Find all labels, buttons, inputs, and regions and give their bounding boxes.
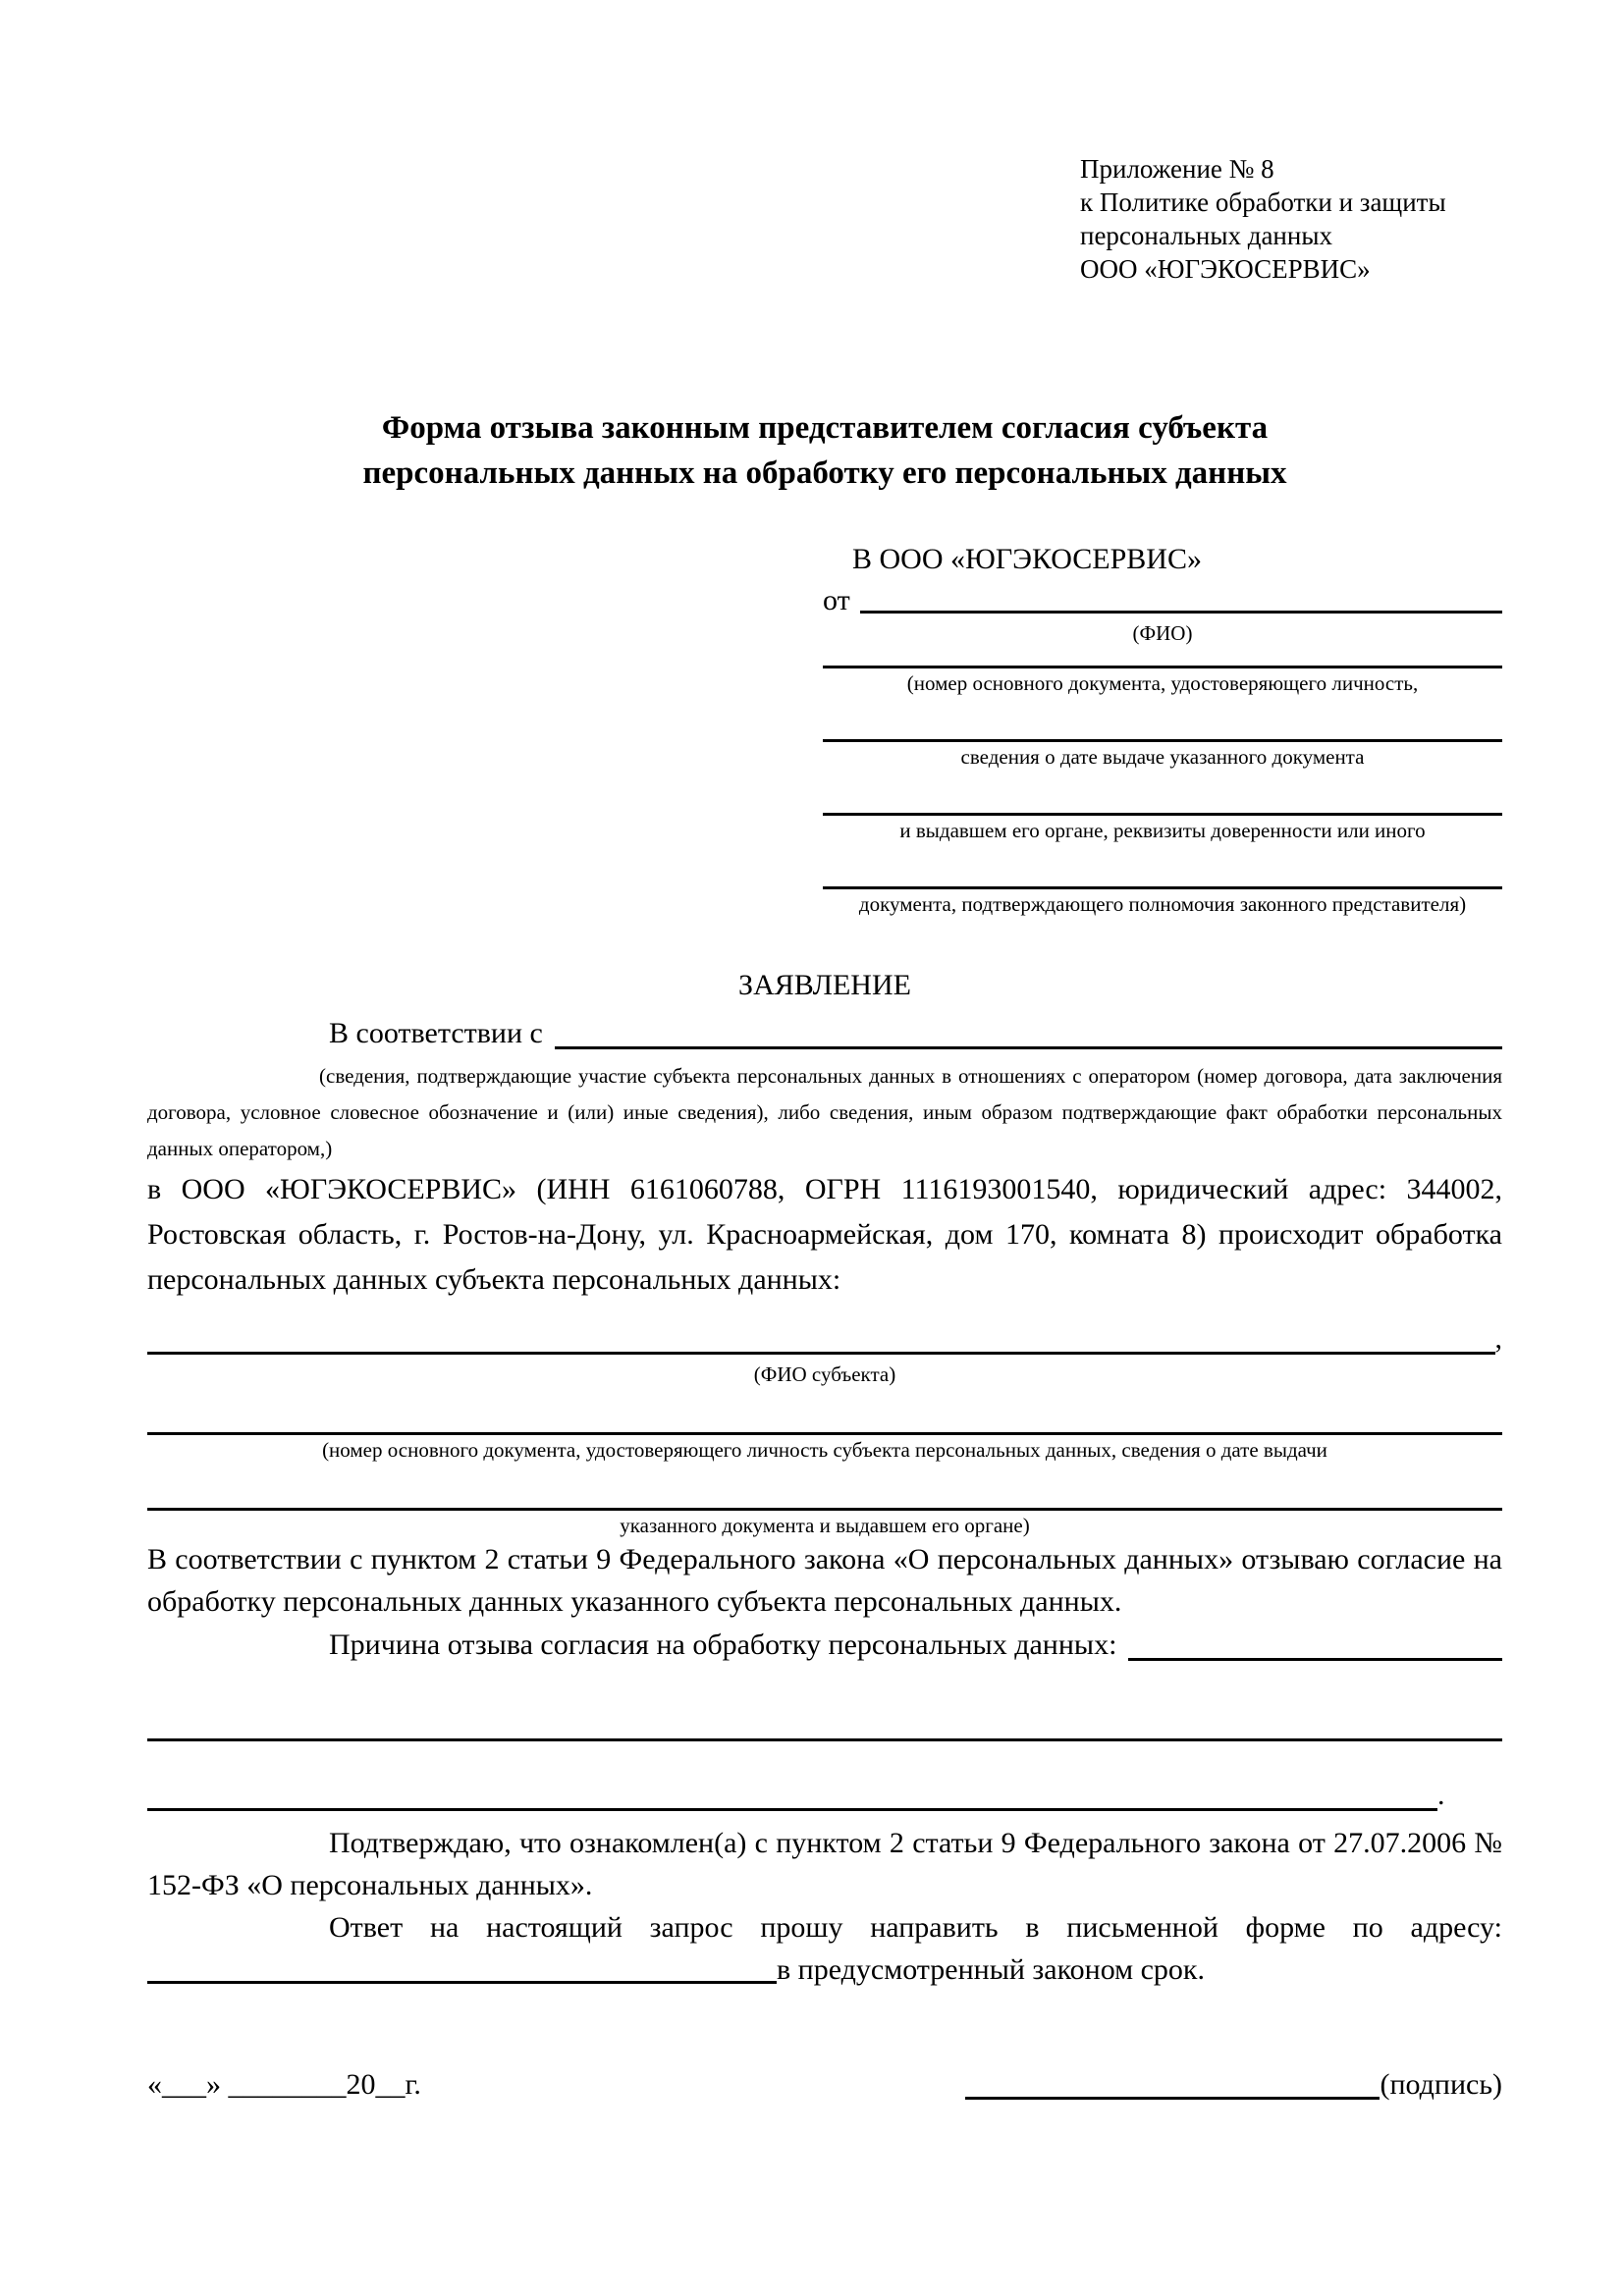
- representative-document-caption-3: и выдавшем его органе, реквизиты доверенности или иного: [899, 819, 1426, 842]
- reason-blank-line-3: [147, 1808, 1437, 1811]
- intro-row: [147, 1011, 1502, 1056]
- from-label: от: [823, 584, 850, 616]
- addressee-block: [823, 541, 1502, 917]
- representative-fio-blank-line: [860, 611, 1502, 614]
- subject-fio-caption: (ФИО субъекта): [753, 1362, 896, 1386]
- reason-period: .: [1437, 1779, 1445, 1811]
- reason-blank-line-2: [147, 1738, 1502, 1741]
- subject-fio-row: [147, 1316, 1502, 1362]
- date-signature-row: [147, 2063, 1502, 2107]
- document-title-line1: Форма отзыва законным представителем согласия субъекта: [381, 410, 1269, 446]
- reply-suffix: в предусмотренный законом срок.: [777, 1953, 1205, 1986]
- reply-address-blank-line: [147, 1981, 777, 1984]
- from-row: [823, 581, 1502, 620]
- header-line-appendix-number: Приложение № 8: [1080, 154, 1274, 184]
- subject-document-blank-line-2: [147, 1508, 1502, 1511]
- operator-paragraph: в ООО «ЮГЭКОСЕРВИС» (ИНН 6161060788, ОГРН 1116193001540, юридический адрес: 344002, Ростовская область, г. Ростов-на-Дону, ул. Красноармейская, дом 170, комната 8) происходит обработка персональных данных субъекта персональных данных:: [147, 1173, 1502, 1296]
- appendix-header: [1080, 152, 1502, 286]
- representative-document-caption-4: документа, подтверждающего полномочия законного представителя): [858, 892, 1467, 916]
- reason-blank-line-1: [1128, 1658, 1502, 1661]
- date-blank-line: «___» ________20__г.: [147, 2068, 421, 2101]
- intro-prefix: В соответствии с: [329, 1017, 543, 1049]
- grounds-blank-line: [555, 1046, 1502, 1049]
- reason-blank-row-3: [147, 1773, 1502, 1818]
- header-line-personal-data: персональных данных: [1080, 221, 1332, 250]
- addressee-organization: В ООО «ЮГЭКОСЕРВИС»: [852, 543, 1202, 575]
- fio-caption: (ФИО): [1132, 621, 1193, 645]
- subject-fio-blank-line: [147, 1352, 1495, 1355]
- signature-group: [965, 2063, 1502, 2107]
- reason-row: [147, 1623, 1502, 1668]
- reply-address-row: [147, 1949, 1502, 1991]
- subject-document-blank-line-1: [147, 1432, 1502, 1435]
- subject-line-comma: ,: [1494, 1322, 1502, 1355]
- representative-document-blank-line-2: [823, 739, 1502, 742]
- document-title-line2: персональных данных на обработку его персональных данных: [362, 455, 1287, 491]
- subject-document-caption-1: (номер основного документа, удостоверяющего личность субъекта персональных данных, сведения о дате выдачи: [322, 1438, 1327, 1462]
- reply-request-line: Ответ на настоящий запрос прошу направить в письменной форме по адресу:: [329, 1911, 1502, 1944]
- reason-prefix: Причина отзыва согласия на обработку персональных данных:: [329, 1629, 1117, 1661]
- representative-document-blank-line-3: [823, 813, 1502, 816]
- header-line-policy: к Политике обработки и защиты: [1080, 187, 1446, 217]
- representative-document-caption-2: сведения о дате выдаче указанного документа: [960, 745, 1365, 769]
- representative-document-caption-1: (номер основного документа, удостоверяющего личность,: [906, 671, 1419, 695]
- grounds-fine-print-caption: (сведения, подтверждающие участие субъекта персональных данных в отношениях с оператором (номер договора, дата заключения договора, условное словесное обозначение и (или) иные сведения), либо сведения, иным образом подтверждающие факт обработки персональных данных оператором,): [147, 1064, 1502, 1160]
- representative-document-blank-line-1: [823, 666, 1502, 668]
- representative-document-blank-line-4: [823, 886, 1502, 889]
- signature-blank-line: [965, 2097, 1380, 2100]
- document-title: [147, 405, 1502, 496]
- header-line-company: ООО «ЮГЭКОСЕРВИС»: [1080, 254, 1371, 284]
- signature-caption: (подпись): [1380, 2068, 1502, 2101]
- confirmation-paragraph: Подтверждаю, что ознакомлен(а) с пунктом 2 статьи 9 Федерального закона от 27.07.2006 № 152-ФЗ «О персональных данных».: [147, 1827, 1502, 1901]
- subject-document-caption-2: указанного документа и выдавшем его органе): [620, 1514, 1030, 1537]
- statement-heading: ЗАЯВЛЕНИЕ: [738, 969, 911, 1001]
- withdrawal-paragraph: В соответствии с пунктом 2 статьи 9 Федерального закона «О персональных данных» отзываю согласие на обработку персональных данных указанного субъекта персональных данных.: [147, 1543, 1502, 1618]
